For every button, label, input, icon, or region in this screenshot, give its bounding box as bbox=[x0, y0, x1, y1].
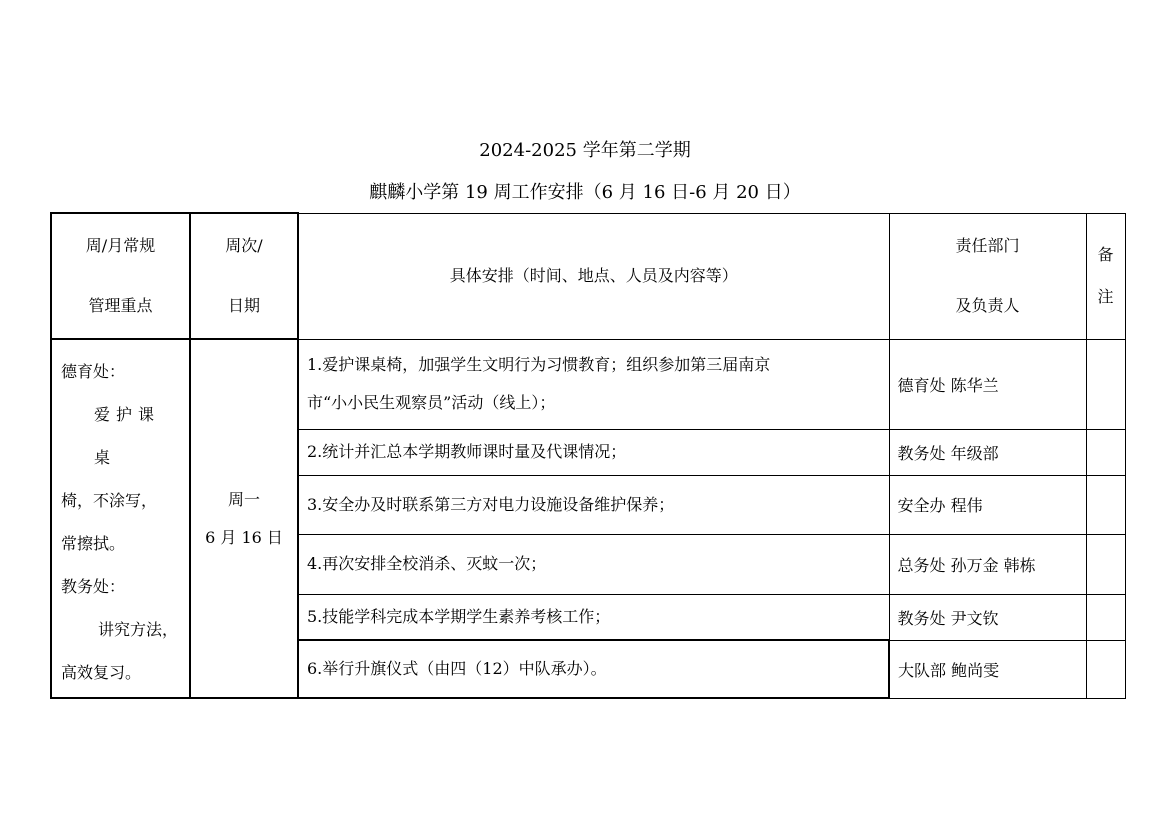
schedule-table bbox=[50, 212, 1126, 699]
note-cell bbox=[1086, 339, 1125, 429]
department-cell: 教务处 年级部 bbox=[889, 429, 1086, 475]
header-week-date: 周次/ 日期 bbox=[190, 213, 298, 339]
note-cell bbox=[1086, 594, 1125, 640]
header-department: 责任部门 及负责人 bbox=[889, 213, 1086, 339]
document-title-term: 2024-2025 学年第二学期 bbox=[479, 140, 691, 161]
department-cell: 大队部 鲍尚雯 bbox=[889, 640, 1086, 698]
document-title-week: 麒麟小学第 19 周工作安排（6 月 16 日-6 月 20 日） bbox=[369, 182, 801, 203]
task-cell: 6.举行升旗仪式（由四（12）中队承办）。 bbox=[298, 640, 889, 698]
task-cell: 1.爱护课桌椅，加强学生文明行为习惯教育；组织参加第三届南京 市“小小民生观察员”活动（线上）； bbox=[298, 339, 889, 429]
day-cell: 周一 6 月 16 日 bbox=[190, 339, 298, 698]
department-cell: 总务处 孙万金 韩栋 bbox=[889, 534, 1086, 594]
task-cell: 3.安全办及时联系第三方对电力设施设备维护保养； bbox=[298, 475, 889, 534]
management-focus-cell: 德育处： 爱护课桌 椅，不涂写， 常擦拭。 教务处： 讲究方法， 高效复习。 bbox=[51, 339, 190, 698]
table-row bbox=[51, 339, 1125, 429]
header-management: 周/月常规 管理重点 bbox=[51, 213, 190, 339]
header-arrangement: 具体安排（时间、地点、人员及内容等） bbox=[298, 213, 889, 339]
task-cell: 2.统计并汇总本学期教师课时量及代课情况； bbox=[298, 429, 889, 475]
header-row bbox=[51, 213, 1125, 339]
note-cell bbox=[1086, 475, 1125, 534]
department-cell: 教务处 尹文钦 bbox=[889, 594, 1086, 640]
note-cell bbox=[1086, 429, 1125, 475]
department-cell: 德育处 陈华兰 bbox=[889, 339, 1086, 429]
task-cell: 5.技能学科完成本学期学生素养考核工作； bbox=[298, 594, 889, 640]
department-cell: 安全办 程伟 bbox=[889, 475, 1086, 534]
note-cell bbox=[1086, 534, 1125, 594]
note-cell bbox=[1086, 640, 1125, 698]
header-notes: 备 注 bbox=[1086, 213, 1125, 339]
task-cell: 4.再次安排全校消杀、灭蚊一次； bbox=[298, 534, 889, 594]
